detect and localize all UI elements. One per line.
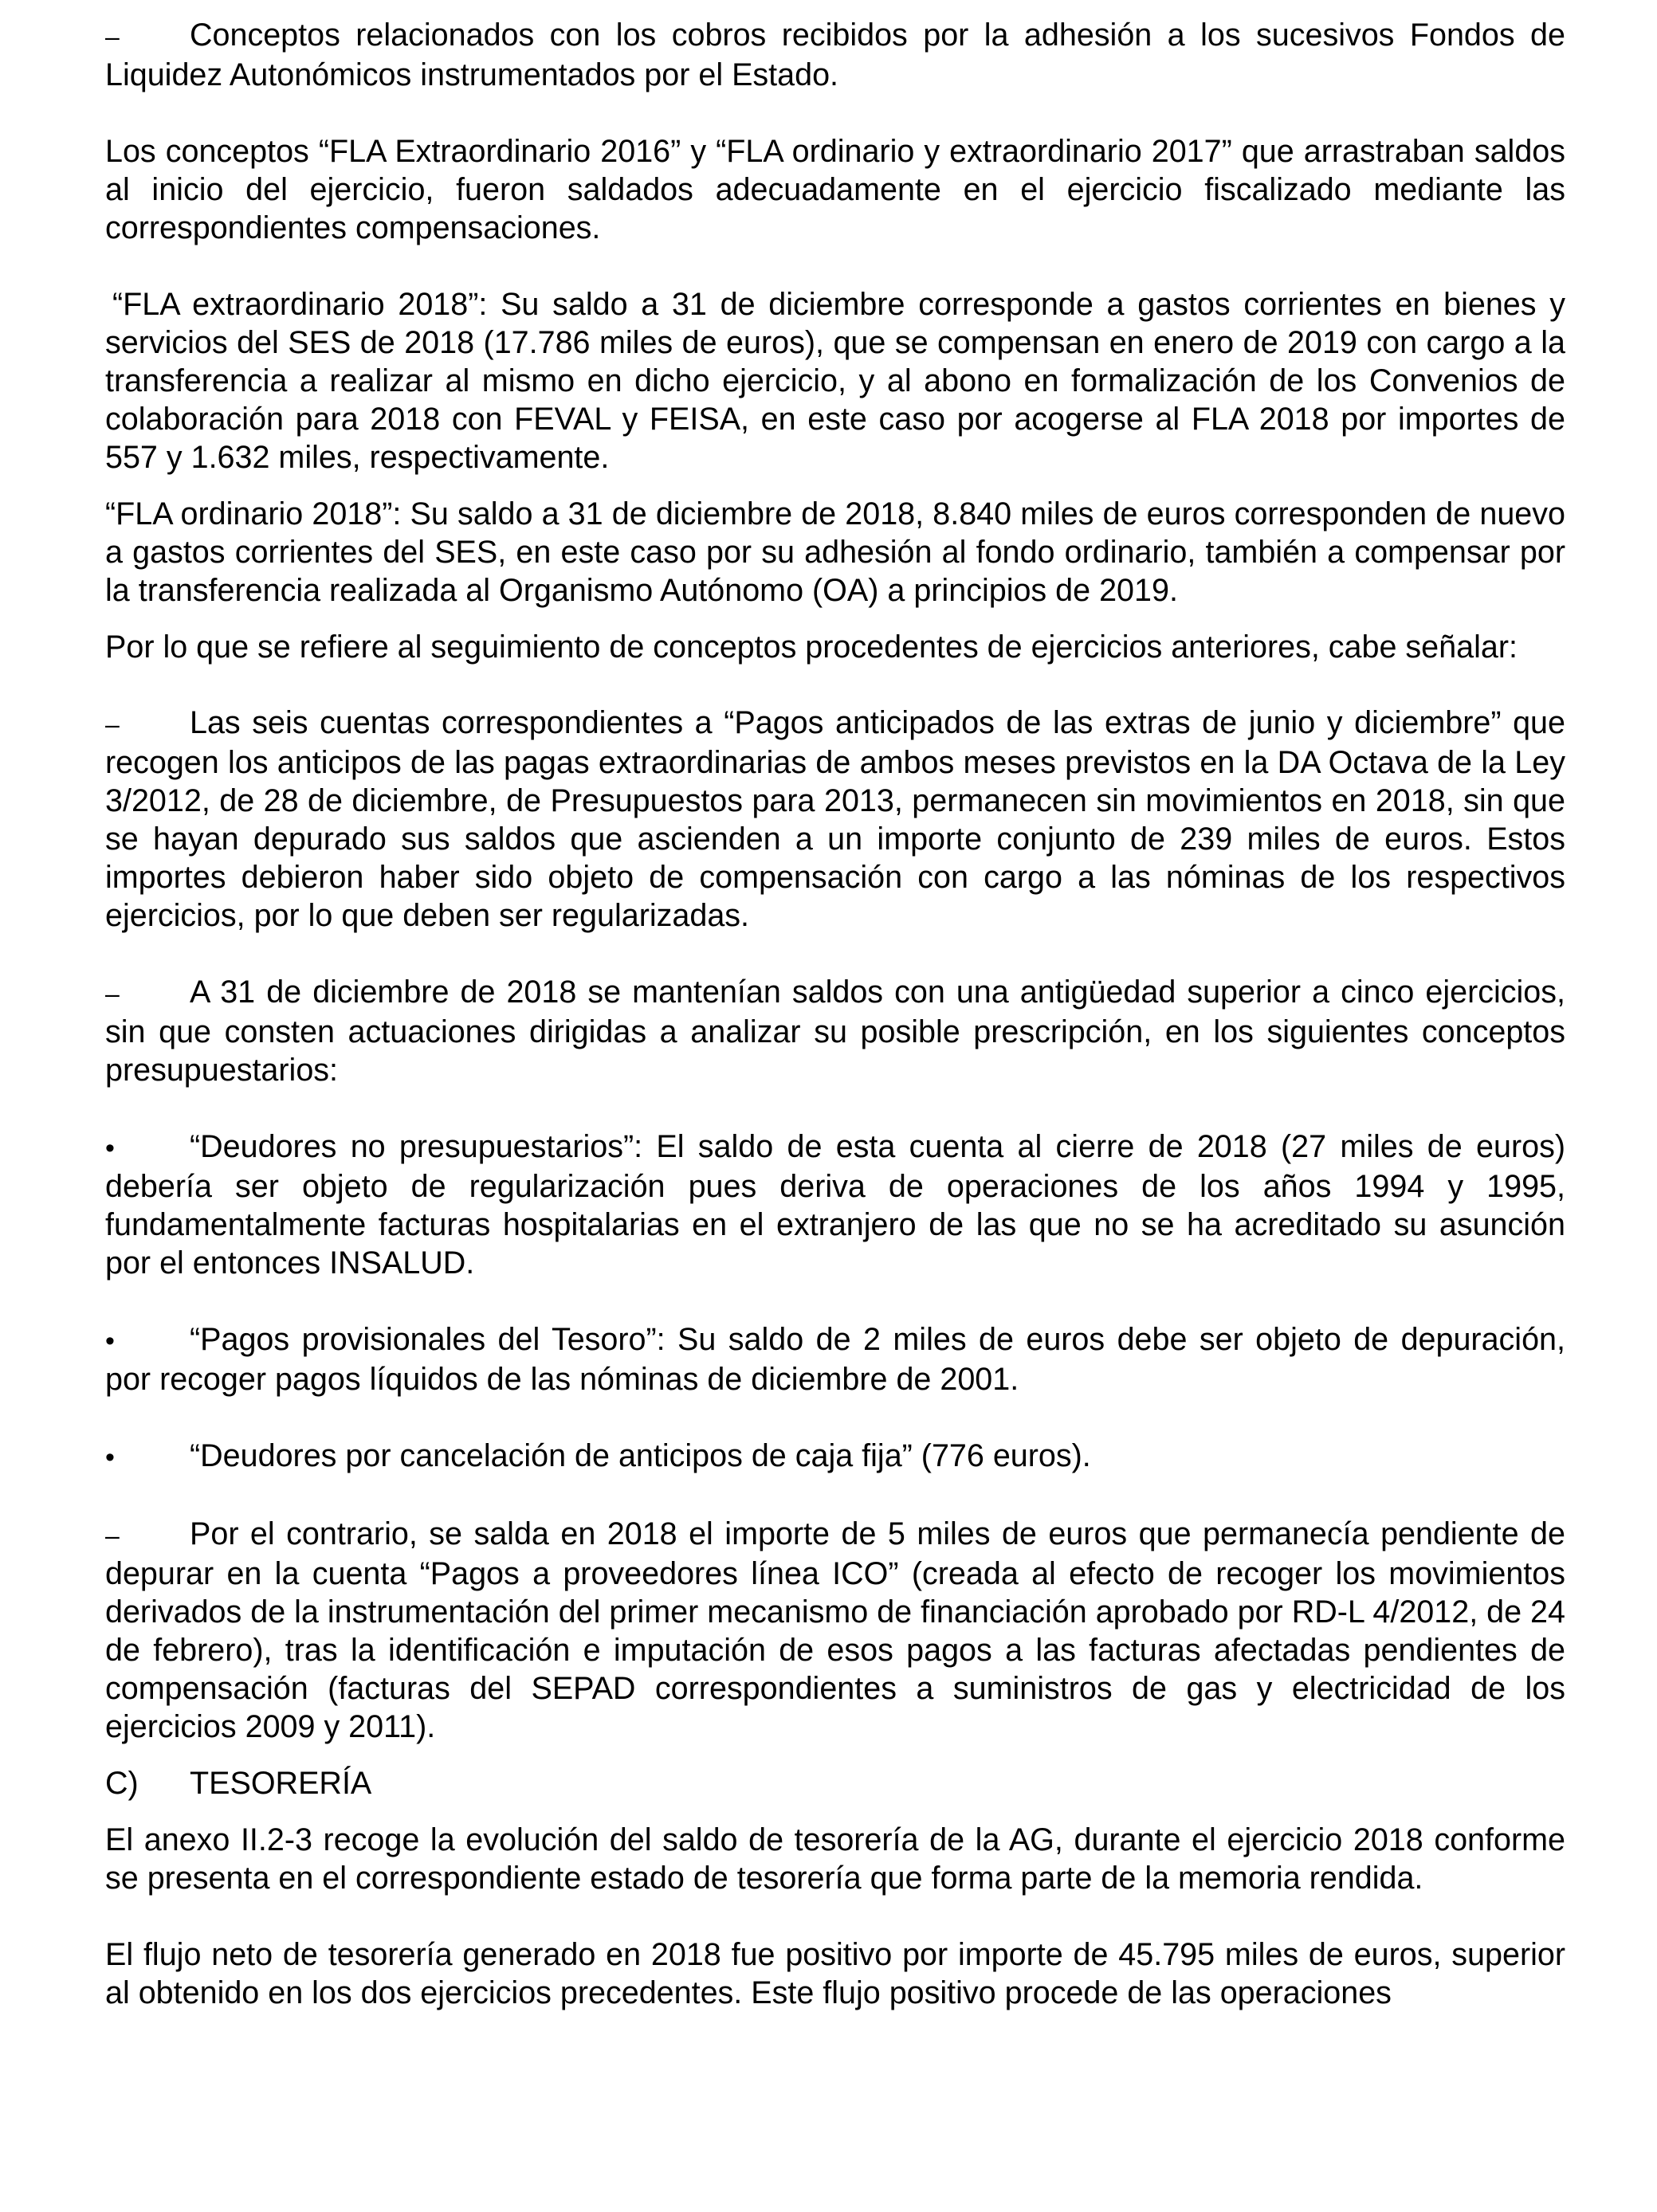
bullet-marker: • <box>105 1326 115 1356</box>
paragraph-text: Por el contrario, se salda en 2018 el importe de 5 miles de euros que permanecía pendiente de depurar en la cuenta “Pagos a proveedores línea ICO” (creada al efecto de recoger los movimientos derivados de la instrumentación del primer mecanismo de financiación aprobado por RD-L 4/2012, de 24 de febrero), tras la identificación e imputación de esos pagos a las facturas afectadas pendientes de compensación (facturas del SEPAD correspondientes a suministros de gas y electricidad de los ejercicios 2009 y 2011). <box>105 1516 1565 1744</box>
bullet-marker: • <box>105 1133 115 1163</box>
dash-item-saldos-antiguedad <box>105 973 1565 1089</box>
paragraph-text: A 31 de diciembre de 2018 se mantenían saldos con una antigüedad superior a cinco ejercicios, sin que consten actuaciones dirigidas a analizar su posible prescripción, en los siguientes conceptos presupuestarios: <box>105 975 1565 1088</box>
paragraph-anexo-tesoreria: El anexo II.2-3 recoge la evolución del saldo de tesorería de la AG, durante el ejercicio 2018 conforme se presenta en el correspondiente estado de tesorería que forma parte de la memoria rendida. <box>105 1822 1565 1896</box>
paragraph-text: “Pagos provisionales del Tesoro”: Su saldo de 2 miles de euros debe ser objeto de depuración, por recoger pagos líquidos de las nóminas de diciembre de 2001. <box>105 1322 1565 1397</box>
dash-item-pagos-proveedores-ico <box>105 1515 1565 1746</box>
section-title: TESORERÍA <box>190 1766 372 1801</box>
paragraph-text: “Deudores no presupuestarios”: El saldo de esta cuenta al cierre de 2018 (27 miles de euros) debería ser objeto de regularización pues deriva de operaciones de los años 1994 y 1995, fundamentalmente facturas hospitalarias en el extranjero de las que no se ha acreditado su asunción por el entonces INSALUD. <box>105 1129 1565 1281</box>
dash-marker: – <box>105 979 120 1008</box>
section-letter: C) <box>105 1766 139 1801</box>
dash-item-fondos-liquidez <box>105 16 1565 94</box>
paragraph-fla-extraordinario-2018: “FLA extraordinario 2018”: Su saldo a 31 de diciembre corresponde a gastos corrientes en bienes y servicios del SES de 2018 (17.786 miles de euros), que se compensan en enero de 2019 con cargo a la transferencia a realizar al mismo en dicho ejercicio, y al abono en formalización de los Convenios de colaboración para 2018 con FEVAL y FEISA, en este caso por acogerse al FLA 2018 por importes de 557 y 1.632 miles, respectivamente. <box>105 287 1565 475</box>
paragraph-fla-2016-2017: Los conceptos “FLA Extraordinario 2016” y “FLA ordinario y extraordinario 2017” que arrastraban saldos al inicio del ejercicio, fueron saldados adecuadamente en el ejercicio fiscalizado mediante las correspondientes compensaciones. <box>105 134 1565 245</box>
bullet-marker: • <box>105 1442 115 1473</box>
dash-marker: – <box>105 22 120 51</box>
dash-marker: – <box>105 1521 120 1550</box>
paragraph-text: Conceptos relacionados con los cobros recibidos por la adhesión a los sucesivos Fondos de Liquidez Autonómicos instrumentados por el Estado. <box>105 18 1565 92</box>
document-page <box>105 16 1565 2012</box>
bullet-item-deudores-no-presupuestarios <box>105 1128 1565 1282</box>
dash-marker: – <box>105 710 120 739</box>
dash-item-pagos-anticipados <box>105 704 1565 935</box>
paragraph-fla-ordinario-2018: “FLA ordinario 2018”: Su saldo a 31 de diciembre de 2018, 8.840 miles de euros corresponden de nuevo a gastos corrientes del SES, en este caso por su adhesión al fondo ordinario, también a compensar por la transferencia realizada al Organismo Autónomo (OA) a principios de 2019. <box>105 496 1565 608</box>
paragraph-flujo-neto: El flujo neto de tesorería generado en 2018 fue positivo por importe de 45.795 miles de euros, superior al obtenido en los dos ejercicios precedentes. Este flujo positivo procede de las operaciones <box>105 1937 1565 2010</box>
paragraph-text: Las seis cuentas correspondientes a “Pagos anticipados de las extras de junio y diciembre” que recogen los anticipos de las pagas extraordinarias de ambos meses previstos en la DA Octava de la Ley 3/2012, de 28 de diciembre, de Presupuestos para 2013, permanecen sin movimientos en 2018, sin que se hayan depurado sus saldos que ascienden a un importe conjunto de 239 miles de euros. Estos importes debieron haber sido objeto de compensación con cargo a las nóminas de los respectivos ejercicios, por lo que deben ser regularizadas. <box>105 705 1565 933</box>
paragraph-seguimiento-conceptos: Por lo que se refiere al seguimiento de conceptos procedentes de ejercicios anteriores, cabe señalar: <box>105 629 1518 665</box>
bullet-item-deudores-caja-fija <box>105 1437 1565 1477</box>
section-heading-tesoreria <box>105 1764 1565 1802</box>
bullet-item-pagos-provisionales <box>105 1320 1565 1398</box>
paragraph-text: “Deudores por cancelación de anticipos de caja fija” (776 euros). <box>190 1438 1091 1473</box>
